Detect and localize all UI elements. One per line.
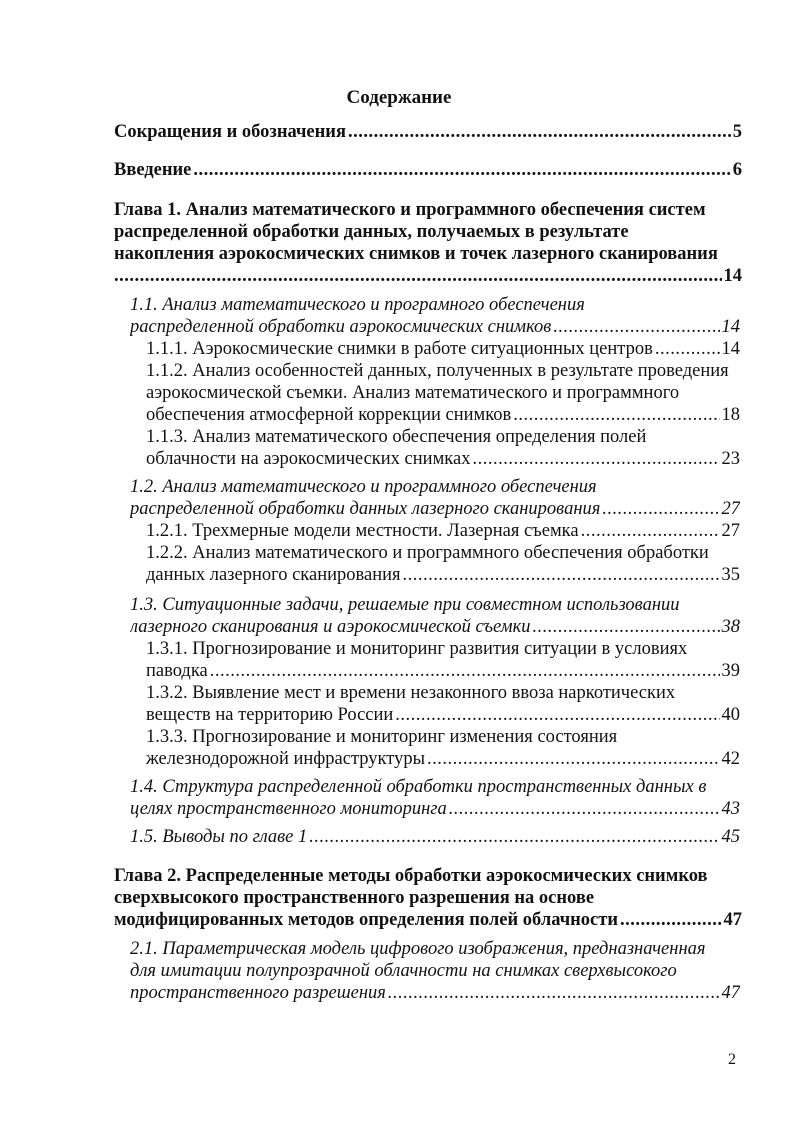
toc-entry-page: 45 [721, 827, 740, 847]
toc-entry-title: 1.3. Ситуационные задачи, решаемые при совместном использовании [130, 595, 680, 615]
toc-title: Содержание [346, 87, 452, 108]
toc-entry-title: 1.2. Анализ математического и программного обеспечения [130, 477, 597, 497]
toc-section-2-1-leader [130, 982, 740, 1004]
toc-entry-title: 1.1.1. Аэрокосмические снимки в работе ситуационных центров [146, 339, 653, 359]
dot-leader [193, 159, 730, 181]
toc-entry-abbreviations[interactable] [114, 121, 742, 143]
toc-entry-title: паводка [146, 661, 208, 681]
toc-entry-page: 27 [721, 521, 740, 541]
toc-entry-title: накопления аэрокосмических снимков и точек лазерного сканирования [114, 244, 718, 264]
toc-section-1-1-leader [130, 316, 740, 338]
toc-entry-title: 1.1. Анализ математического и програмного обеспечения [130, 295, 585, 315]
dot-leader [388, 982, 720, 1004]
toc-entry-title: данных лазерного сканирования [146, 565, 401, 585]
dot-leader [513, 404, 719, 426]
toc-section-1-4-leader [130, 798, 740, 820]
toc-subsection-1-1-1[interactable] [146, 338, 740, 360]
toc-entry-page: 47 [723, 910, 742, 930]
toc-entry-page: 14 [721, 317, 740, 337]
toc-section-1-5[interactable] [130, 826, 740, 848]
toc-entry-title: железнодорожной инфраструктуры [146, 749, 426, 769]
toc-section-1-2[interactable] [130, 476, 740, 498]
toc-entry-title: 1.1.3. Анализ математического обеспечения определения полей [146, 427, 647, 447]
toc-section-2-1[interactable] [130, 938, 740, 960]
toc-entry-page: 23 [721, 449, 740, 469]
toc-chapter-2-leader [114, 909, 742, 931]
toc-subsection-1-3-3[interactable] [146, 726, 740, 748]
toc-chapter-1-leader [114, 265, 742, 287]
toc-entry-page: 5 [732, 122, 742, 142]
toc-subsection-1-1-2-line-2 [146, 382, 740, 404]
toc-entry-title: сверхвысокого пространственного разрешения на основе [114, 888, 595, 908]
toc-entry-title: распределенной обработки данных, получаемых в результате [114, 222, 629, 242]
toc-entry-page: 43 [721, 799, 740, 819]
toc-section-1-2-leader [130, 498, 740, 520]
toc-entry-title: распределенной обработки аэрокосмических снимков [130, 317, 552, 337]
toc-entry-title: модифицированных методов определения полей облачности [114, 910, 619, 930]
dot-leader [581, 520, 720, 542]
toc-entry-title: 1.3.1. Прогнозирование и мониторинг развития ситуации в условиях [146, 639, 688, 659]
toc-subsection-1-3-1-leader [146, 660, 740, 682]
toc-entry-title: пространственного разрешения [130, 983, 386, 1003]
toc-entry-page: 27 [721, 499, 740, 519]
toc-subsection-1-1-2-leader [146, 404, 740, 426]
toc-entry-page: 35 [721, 565, 740, 585]
dot-leader [449, 798, 720, 820]
toc-entry-title: целях пространственного мониторинга [130, 799, 447, 819]
toc-entry-title: Сокращения и обозначения [114, 122, 346, 142]
dot-leader [348, 121, 731, 143]
toc-entry-introduction[interactable] [114, 159, 742, 181]
toc-chapter-2-line-1[interactable] [114, 865, 742, 887]
dot-leader [210, 660, 720, 682]
toc-section-1-3[interactable] [130, 594, 740, 616]
toc-entry-title: Глава 1. Анализ математического и программного обеспечения систем [114, 200, 706, 220]
dot-leader [114, 265, 722, 287]
dot-leader [427, 748, 719, 770]
toc-entry-page: 42 [721, 749, 740, 769]
toc-subsection-1-1-3[interactable] [146, 426, 740, 448]
dot-leader [472, 448, 719, 470]
toc-entry-title: для имитации полупрозрачной облачности на снимках сверхвысокого [130, 961, 677, 981]
toc-entry-title: Введение [114, 160, 192, 180]
toc-entry-title: обеспечения атмосферной коррекции снимков [146, 405, 512, 425]
toc-entry-page: 40 [721, 705, 740, 725]
toc-subsection-1-2-2[interactable] [146, 542, 740, 564]
toc-entry-page: 39 [721, 661, 740, 681]
dot-leader [655, 338, 720, 360]
page-number: 2 [728, 1051, 736, 1068]
toc-entry-title: распределенной обработки данных лазерного сканирования [130, 499, 601, 519]
toc-entry-title: 1.4. Структура распределенной обработки пространственных данных в [130, 777, 707, 797]
toc-entry-page: 18 [721, 405, 740, 425]
toc-entry-title: Глава 2. Распределенные методы обработки аэрокосмических снимков [114, 866, 708, 886]
dot-leader [620, 909, 721, 931]
toc-section-1-4[interactable] [130, 776, 740, 798]
toc-subsection-1-3-3-leader [146, 748, 740, 770]
toc-chapter-1-line-1[interactable] [114, 199, 742, 221]
toc-entry-title: аэрокосмической съемки. Анализ математического и программного [146, 383, 680, 403]
toc-entry-title: 1.1.2. Анализ особенностей данных, полученных в результате проведения [146, 361, 729, 381]
dot-leader [533, 616, 720, 638]
toc-entry-title: облачности на аэрокосмических снимках [146, 449, 471, 469]
toc-entry-title: 1.2.2. Анализ математического и программного обеспечения обработки [146, 543, 709, 563]
toc-subsection-1-2-2-leader [146, 564, 740, 586]
toc-section-1-1[interactable] [130, 294, 740, 316]
toc-entry-title: 1.3.3. Прогнозирование и мониторинг изменения состояния [146, 727, 618, 747]
toc-entry-title: 1.2.1. Трехмерные модели местности. Лазерная съемка [146, 521, 579, 541]
toc-entry-page: 14 [721, 339, 740, 359]
toc-entry-page: 6 [732, 160, 742, 180]
dot-leader [403, 564, 720, 586]
toc-chapter-2-line-2 [114, 887, 742, 909]
toc-section-2-1-line-2 [130, 960, 740, 982]
toc-subsection-1-3-2[interactable] [146, 682, 740, 704]
toc-entry-title: 1.3.2. Выявление мест и времени незаконного ввоза наркотических [146, 683, 676, 703]
toc-subsection-1-3-1[interactable] [146, 638, 740, 660]
toc-chapter-1-line-2 [114, 221, 742, 243]
toc-entry-page: 38 [721, 617, 740, 637]
dot-leader [602, 498, 719, 520]
toc-subsection-1-3-2-leader [146, 704, 740, 726]
dot-leader [553, 316, 719, 338]
toc-chapter-1-line-3 [114, 243, 742, 265]
toc-section-1-3-leader [130, 616, 740, 638]
toc-subsection-1-2-1[interactable] [146, 520, 740, 542]
dot-leader [395, 704, 719, 726]
toc-entry-title: 2.1. Параметрическая модель цифрового изображения, предназначенная [130, 939, 706, 959]
dot-leader [309, 826, 719, 848]
toc-entry-title: веществ на территорию России [146, 705, 394, 725]
toc-entry-title: лазерного сканирования и аэрокосмической съемки [130, 617, 531, 637]
toc-entry-title: 1.5. Выводы по главе 1 [130, 827, 308, 847]
toc-entry-page: 14 [723, 266, 742, 286]
toc-subsection-1-1-2[interactable] [146, 360, 740, 382]
toc-entry-page: 47 [721, 983, 740, 1003]
toc-subsection-1-1-3-leader [146, 448, 740, 470]
